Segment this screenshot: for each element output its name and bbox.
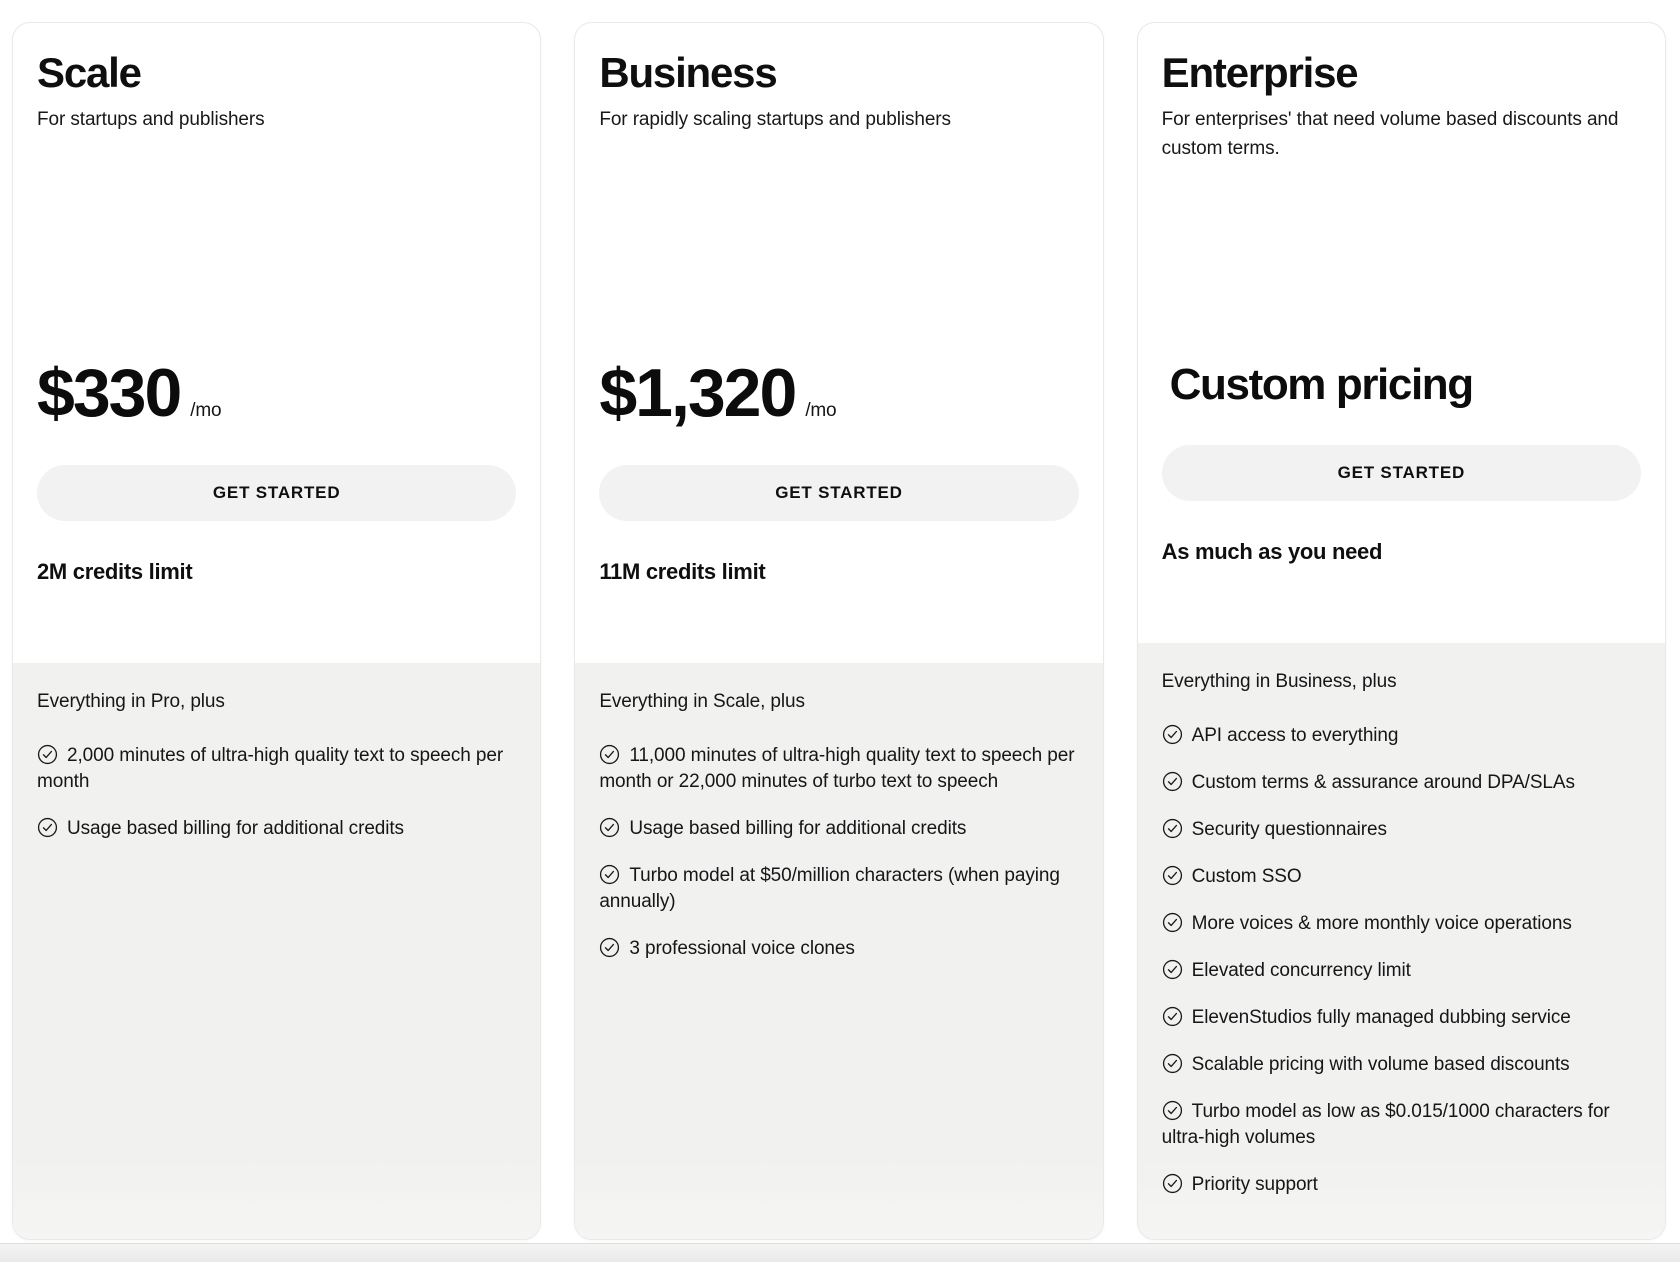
features-section [13,663,540,1239]
feature-text: Custom terms & assurance around DPA/SLAs [1191,772,1575,793]
card-upper-enterprise [1138,23,1665,643]
feature-text: Usage based billing for additional credits [629,818,967,839]
plan-card-enterprise [1137,22,1666,1240]
check-circle-icon [1162,865,1183,886]
feature-item [37,816,516,842]
get-started-button[interactable]: GET STARTED [599,465,1078,521]
feature-item [599,936,1078,962]
price-period: /mo [805,400,837,421]
custom-pricing-label: Custom pricing [1169,360,1473,409]
feature-text: Turbo model as low as $0.015/1000 characters for ultra-high volumes [1161,1101,1610,1148]
features-intro: Everything in Scale, plus [599,691,805,712]
features-intro: Everything in Pro, plus [37,691,225,712]
check-circle-icon [1162,1100,1183,1121]
features-intro: Everything in Business, plus [1161,671,1397,692]
feature-item [1162,1172,1641,1198]
check-circle-icon [1162,818,1183,839]
feature-item [1162,817,1641,843]
get-started-button[interactable]: GET STARTED [1162,445,1641,501]
plan-subtitle: For startups and publishers [37,109,265,131]
check-circle-icon [1162,724,1183,745]
check-circle-icon [599,744,620,765]
check-circle-icon [599,817,620,838]
price-row [599,355,1078,431]
feature-item [37,743,516,795]
check-circle-icon [1162,959,1183,980]
check-circle-icon [1162,1006,1183,1027]
price-period: /mo [190,400,222,421]
price-row [1162,360,1641,409]
check-circle-icon [599,937,620,958]
check-circle-icon [1162,771,1183,792]
feature-text: More voices & more monthly voice operations [1191,913,1572,934]
card-upper-scale [13,23,540,663]
check-circle-icon [37,744,58,765]
feature-item [599,816,1078,842]
feature-text: 11,000 minutes of ultra-high quality text to speech per month or 22,000 minutes of turbo text to speech [599,745,1075,792]
price-row [37,355,516,431]
plan-card-scale [12,22,541,1240]
check-circle-icon [1162,1173,1183,1194]
check-circle-icon [1162,1053,1183,1074]
plan-card-business [574,22,1103,1240]
feature-item [1162,864,1641,890]
feature-text: Scalable pricing with volume based discounts [1191,1054,1570,1075]
features-section [1138,643,1665,1239]
page-bottom-strip [0,1243,1680,1262]
plan-title: Enterprise [1161,49,1358,96]
check-circle-icon [599,864,620,885]
feature-text: Security questionnaires [1191,819,1387,840]
feature-text: Turbo model at $50/million characters (when paying annually) [599,865,1060,912]
feature-item [1162,723,1641,749]
feature-text: 2,000 minutes of ultra-high quality text to speech per month [37,745,504,792]
feature-item [599,743,1078,795]
feature-text: Priority support [1191,1174,1318,1195]
feature-item [1162,911,1641,937]
credits-limit: As much as you need [1161,539,1383,564]
features-section [575,663,1102,1239]
plan-title: Scale [37,49,141,96]
check-circle-icon [37,817,58,838]
feature-text: Elevated concurrency limit [1191,960,1411,981]
plan-price: $1,320 [599,355,796,431]
plan-subtitle: For rapidly scaling startups and publishers [599,109,951,131]
feature-text: Custom SSO [1191,866,1302,887]
feature-item [1162,1052,1641,1078]
get-started-button[interactable]: GET STARTED [37,465,516,521]
feature-item [1162,1099,1641,1151]
feature-item [1162,1005,1641,1031]
plan-price: $330 [37,355,181,431]
feature-text: Usage based billing for additional credits [67,818,404,839]
feature-text: ElevenStudios fully managed dubbing service [1191,1007,1571,1028]
feature-item [599,863,1078,915]
card-upper-business [575,23,1102,663]
plan-subtitle: For enterprises' that need volume based discounts and custom terms. [1161,109,1619,160]
feature-text: 3 professional voice clones [629,938,855,959]
credits-limit: 11M credits limit [599,559,766,584]
feature-item [1162,958,1641,984]
plan-title: Business [599,49,777,96]
check-circle-icon [1162,912,1183,933]
feature-item [1162,770,1641,796]
credits-limit: 2M credits limit [37,559,193,584]
feature-text: API access to everything [1191,725,1399,746]
